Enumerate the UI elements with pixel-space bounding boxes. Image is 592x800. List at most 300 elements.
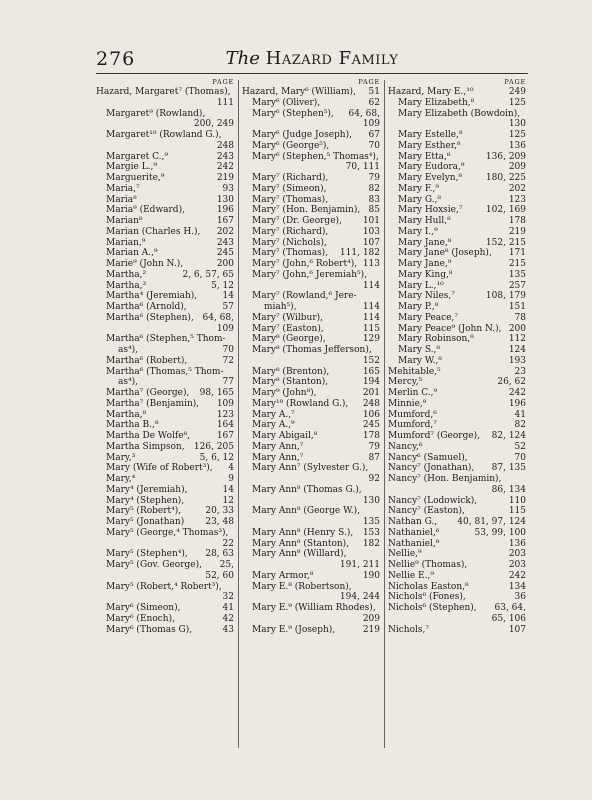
entry-pages: 98, 165 [199, 388, 234, 398]
entry-pages: 257 [508, 280, 526, 291]
entry-pages: 32 [222, 592, 234, 603]
index-entry [96, 227, 234, 238]
entry-pages: 136 [508, 538, 526, 549]
entry-pages: 136, 209 [485, 151, 526, 162]
entry-name: Mary⁶ (Oliver), [252, 97, 321, 108]
entry-name: Margaret⁹ (Rowland), [106, 108, 206, 119]
entry-pages: 26, 62 [497, 377, 526, 388]
entry-pages: 134 [508, 581, 526, 592]
entry-name: Nichols⁶ (Fones), [388, 592, 466, 603]
index-entry [96, 356, 234, 367]
entry-pages: 14 [222, 291, 234, 302]
entry-pages: 114 [362, 302, 380, 312]
entry-pages: 152, 215 [485, 237, 526, 248]
entry-name: Mary A.,⁹ [252, 420, 295, 431]
entry-name: Mumford,⁶ [388, 409, 437, 420]
entry-pages: 82 [514, 420, 526, 431]
index-entry [96, 119, 234, 130]
entry-pages: 125 [508, 130, 526, 140]
index-entry [242, 560, 380, 571]
index-entry [242, 506, 380, 517]
entry-name: Nicholas Easton,⁸ [388, 581, 469, 592]
entry-name: Mary⁸ (Brenton), [252, 366, 330, 377]
entry-name: Martha⁴ (Jeremiah), [106, 291, 198, 302]
entry-pages: 209 [508, 162, 526, 173]
entry-name: Mary Jane,⁸ [398, 237, 452, 248]
entry-pages: 64, 68, [348, 108, 380, 119]
entry-pages: 78 [514, 312, 526, 323]
entry-pages: 109 [216, 323, 234, 334]
index-entry [96, 173, 234, 184]
entry-pages: 123 [216, 409, 234, 420]
entry-name: Nathaniel,⁶ [388, 527, 440, 538]
index-entry [388, 216, 526, 227]
index-entry [388, 302, 526, 313]
entry-pages: 201 [362, 388, 380, 398]
index-entry [96, 205, 234, 216]
entry-pages: 85 [368, 205, 380, 216]
entry-pages: 93 [222, 183, 234, 194]
index-entry [242, 453, 380, 464]
index-entry [96, 302, 234, 313]
entry-pages: 202 [216, 226, 234, 237]
entry-pages: 12 [222, 495, 234, 506]
index-entry [96, 162, 234, 173]
entry-pages: 87, 135 [491, 463, 526, 474]
entry-pages: 72 [222, 355, 234, 366]
page-column-header: PAGE [504, 78, 526, 86]
index-entry [96, 238, 234, 249]
index-entry [96, 313, 234, 324]
entry-pages: 87 [368, 452, 380, 463]
index-entry [96, 130, 234, 141]
entry-pages: 79 [368, 173, 380, 183]
index-entry [96, 549, 234, 560]
entry-pages: 67 [368, 130, 380, 140]
index-entry [242, 152, 380, 163]
entry-pages: 126, 205 [193, 441, 234, 452]
entry-pages: 106 [362, 409, 380, 420]
entry-name: Mary Ann⁸ (Stanton), [252, 538, 350, 549]
index-entry [96, 195, 234, 206]
entry-pages: 196 [508, 398, 526, 409]
entry-name: Mumford,⁷ [388, 420, 437, 431]
entry-name: Mary,³ [106, 452, 136, 463]
index-entry [242, 356, 380, 367]
entry-pages: 70 [222, 345, 234, 355]
entry-name: Mary Hoxsie,⁷ [398, 205, 463, 216]
entry-pages: 51 [368, 87, 380, 97]
entry-pages: 243 [216, 151, 234, 162]
entry-pages: 53, 99, 100 [474, 527, 526, 538]
index-entry [96, 474, 234, 485]
entry-name: Mary⁸ (Stanton), [252, 377, 329, 388]
index-entry [242, 485, 380, 496]
entry-pages: 103 [362, 226, 380, 237]
entry-pages: 245 [362, 420, 380, 431]
entry-pages: 111, 182 [339, 248, 380, 259]
entry-pages: 9 [228, 474, 234, 484]
index-entry [242, 281, 380, 292]
index-entry [242, 592, 380, 603]
entry-name: Mary⁷ (Thomas), [252, 194, 329, 205]
entry-name: Mary⁵ (Robert⁴), [106, 506, 182, 517]
index-entry [242, 625, 380, 636]
index-entry [388, 345, 526, 356]
index-entry [388, 238, 526, 249]
entry-pages: 82, 124 [491, 431, 526, 441]
index-entry [242, 442, 380, 453]
entry-pages: 200, 249 [193, 119, 234, 130]
entry-pages: 152 [362, 355, 380, 366]
index-entry [388, 356, 526, 367]
index-entry [242, 388, 380, 399]
index-entry [388, 453, 526, 464]
index-entry [388, 592, 526, 603]
index-entry [388, 195, 526, 206]
entry-pages: 130 [508, 119, 526, 130]
entry-pages: 242 [508, 570, 526, 581]
page-number: 276 [96, 48, 136, 70]
entry-pages: 182 [362, 538, 380, 549]
index-entry [96, 334, 234, 345]
index-entry [96, 571, 234, 582]
entry-name: Mary⁶ (Simeon), [106, 603, 181, 613]
index-entry [242, 603, 380, 614]
index-entry [242, 313, 380, 324]
entry-pages: 165 [362, 366, 380, 377]
index-entry [388, 442, 526, 453]
entry-pages: 135 [362, 517, 380, 527]
entry-name: Maria⁸ [106, 194, 137, 205]
entry-name: Mary⁵ (Gov. George), [106, 560, 202, 570]
entry-name: Nancy⁷ (Hon. Benjamin), [388, 474, 502, 484]
entry-name: Margaret C.,⁹ [106, 151, 169, 162]
entry-name: Mumford⁷ (George), [388, 431, 481, 441]
entry-pages: 57 [222, 302, 234, 312]
entry-name: Mary⁷ (Wilbur), [252, 312, 324, 323]
entry-name: as⁴), [118, 377, 138, 388]
entry-name: Mary Etta,⁸ [398, 151, 451, 162]
page-column-header: PAGE [358, 78, 380, 86]
index-entry [96, 496, 234, 507]
index-entry [388, 227, 526, 238]
index-entry [242, 614, 380, 625]
index-entry [388, 313, 526, 324]
index-entry [96, 506, 234, 517]
entry-name: Marian,⁹ [106, 237, 146, 248]
entry-pages: 25, [219, 560, 234, 570]
entry-pages: 219 [216, 173, 234, 183]
index-entry [242, 582, 380, 593]
index-entry [96, 141, 234, 152]
entry-name: Mary¹⁰ (Rowland G.), [252, 398, 349, 409]
index-entry [242, 216, 380, 227]
index-entry [242, 399, 380, 410]
entry-pages: 83 [368, 194, 380, 205]
index-entry [388, 367, 526, 378]
entry-name: Mary Ann⁸ (Thomas G.), [252, 484, 362, 495]
entry-name: Mary Evelyn,⁸ [398, 173, 463, 183]
entry-pages: 14 [222, 484, 234, 495]
index-entry [96, 291, 234, 302]
index-entry [96, 420, 234, 431]
entry-name: Mary⁸ (Thomas Jefferson), [252, 345, 372, 355]
entry-name: Nathan G., [388, 517, 438, 527]
index-entry [388, 205, 526, 216]
index-entry [388, 173, 526, 184]
index-entry [96, 377, 234, 388]
entry-pages: 41 [222, 603, 234, 613]
entry-name: Mary⁵ (George,⁴ Thomas³), [106, 527, 229, 538]
entry-pages: 70 [368, 140, 380, 151]
entry-pages: 248 [362, 398, 380, 409]
entry-name: Mary E.⁸ (Robertson), [252, 581, 352, 592]
entry-name: Mary⁷ (Simeon), [252, 183, 327, 194]
index-entry [96, 98, 234, 109]
entry-name: Margaret¹⁰ (Rowland G.), [106, 130, 222, 140]
entry-name: Martha,⁸ [106, 409, 147, 420]
entry-name: Nellie,⁹ [388, 549, 422, 560]
entry-pages: 86, 134 [491, 484, 526, 495]
column-divider [238, 80, 239, 748]
entry-pages: 242 [508, 388, 526, 398]
index-entry [388, 517, 526, 528]
index-entry [242, 431, 380, 442]
entry-name: Mary,⁴ [106, 474, 136, 484]
index-entry [388, 98, 526, 109]
entry-name: Mary Eudora,⁹ [398, 162, 465, 173]
entry-name: Mary⁷ (Rowland,⁶ Jere- [252, 291, 357, 302]
entry-name: Mary Armor,⁸ [252, 570, 314, 581]
entry-name: Martha B.,⁸ [106, 420, 159, 431]
index-entry [388, 528, 526, 539]
entry-pages: 193 [508, 355, 526, 366]
index-entry [388, 291, 526, 302]
index-entry [242, 238, 380, 249]
index-entry [388, 474, 526, 485]
entry-pages: 200 [508, 323, 526, 334]
index-entry [388, 431, 526, 442]
index-entry [242, 517, 380, 528]
entry-pages: 194, 244 [339, 592, 380, 603]
entry-name: Nancy⁷ (Jonathan), [388, 463, 475, 474]
index-entry [242, 539, 380, 550]
entry-name: Mary G.,⁸ [398, 194, 442, 205]
index-entry [242, 270, 380, 281]
index-entry [242, 205, 380, 216]
entry-pages: 153 [362, 527, 380, 538]
index-entry [388, 603, 526, 614]
index-entry [388, 388, 526, 399]
entry-name: Mercy,⁵ [388, 377, 423, 388]
index-entry [242, 549, 380, 560]
index-entry [242, 367, 380, 378]
index-entry [96, 184, 234, 195]
entry-name: Minnie,⁹ [388, 398, 427, 409]
entry-name: Martha⁷ (George), [106, 388, 190, 398]
entry-name: Mary L.,¹⁰ [398, 280, 444, 291]
entry-name: Mary⁶ (George⁵), [252, 140, 330, 151]
entry-pages: 101 [362, 216, 380, 226]
index-entry [242, 109, 380, 120]
entry-name: Mary⁷ (Richard), [252, 173, 329, 183]
index-entry [96, 517, 234, 528]
entry-name: Mary E.⁹ (Joseph), [252, 624, 336, 635]
entry-pages: 194 [362, 377, 380, 388]
index-entry [242, 334, 380, 345]
index-entry [388, 334, 526, 345]
entry-pages: 111 [216, 97, 234, 108]
index-entry [242, 227, 380, 238]
entry-name: Mary⁶ (Judge Joseph), [252, 130, 352, 140]
index-entry [242, 98, 380, 109]
entry-name: Martha De Wolfe⁸, [106, 431, 190, 441]
index-entry [96, 270, 234, 281]
entry-name: Martha,² [106, 269, 147, 280]
index-entry [388, 549, 526, 560]
entry-name: Mary⁶ (Thomas G), [106, 624, 193, 635]
entry-name: Mary Estelle,⁸ [398, 130, 463, 140]
entry-name: Mary King,⁸ [398, 269, 453, 280]
entry-name: Mary F.,⁹ [398, 183, 440, 194]
entry-name: Mary I.,⁹ [398, 226, 438, 237]
running-title-name: Hazard Family [265, 48, 399, 69]
entry-name: Mary⁵ (Stephen⁴), [106, 549, 188, 560]
entry-pages: 114 [362, 312, 380, 323]
index-entry [242, 420, 380, 431]
entry-name: Mary Jane⁸ (Joseph), [398, 248, 492, 259]
entry-pages: 215 [508, 259, 526, 269]
entry-name: Maria⁹ (Edward), [106, 205, 185, 216]
index-entry [96, 431, 234, 442]
entry-pages: 108, 179 [485, 291, 526, 302]
running-title-article: The [225, 48, 260, 69]
entry-name: Mary⁶ (Stephen⁵), [252, 108, 334, 119]
index-entry [388, 614, 526, 625]
entry-name: Mary Robinson,⁸ [398, 334, 474, 345]
entry-name: Mary Ann⁸ (George W.), [252, 506, 360, 517]
entry-pages: 43 [222, 624, 234, 635]
entry-name: Martha⁶ (Robert), [106, 355, 188, 366]
entry-pages: 219 [508, 226, 526, 237]
header-rule [96, 73, 528, 74]
entry-pages: 79 [368, 441, 380, 452]
entry-name: Mary E.⁹ (William Rhodes), [252, 603, 376, 613]
entry-name: Martha⁷ (Benjamin), [106, 398, 200, 409]
index-entry [96, 442, 234, 453]
entry-name: Mary⁴ (Jeremiah), [106, 484, 188, 495]
entry-name: Nichols⁶ (Stephen), [388, 603, 477, 613]
index-entry [388, 539, 526, 550]
entry-name: Mary Esther,⁸ [398, 140, 461, 151]
entry-name: Mary⁷ (Richard), [252, 226, 329, 237]
entry-pages: 178 [362, 431, 380, 441]
entry-name: Mary A.,⁷ [252, 409, 295, 420]
entry-name: Mary Ann⁷ (Sylvester G.), [252, 463, 369, 474]
index-entry [242, 87, 380, 98]
entry-pages: 123 [508, 194, 526, 205]
entry-name: Mary Abigail,⁸ [252, 431, 318, 441]
index-entry [242, 302, 380, 313]
index-entry [388, 571, 526, 582]
entry-name: Mary Peace,⁷ [398, 312, 459, 323]
entry-name: Mary S.,⁸ [398, 345, 441, 355]
index-entry [96, 324, 234, 335]
entry-pages: 23, 48 [205, 517, 234, 527]
entry-name: Mary Ann⁸ (Willard), [252, 549, 347, 560]
index-entry [96, 259, 234, 270]
entry-name: Martha Simpson, [106, 441, 185, 452]
entry-name: Nellie E.,⁹ [388, 570, 434, 581]
entry-pages: 70, 111 [345, 162, 380, 173]
index-entry [388, 420, 526, 431]
entry-pages: 203 [508, 560, 526, 570]
index-entry [388, 270, 526, 281]
entry-pages: 130 [216, 194, 234, 205]
entry-name: Nellie⁹ (Thomas), [388, 560, 468, 570]
entry-name: Mary P.,⁸ [398, 302, 439, 312]
entry-pages: 242 [216, 162, 234, 173]
entry-pages: 129 [362, 334, 380, 345]
entry-name: Nancy⁷ (Lodowick), [388, 495, 478, 506]
index-entry [388, 560, 526, 571]
entry-pages: 135 [508, 269, 526, 280]
entry-name: Mary⁸ (George), [252, 334, 326, 345]
index-entry [388, 87, 526, 98]
entry-name: Mary Jane,⁹ [398, 259, 452, 269]
entry-pages: 164 [216, 420, 234, 431]
index-entry [388, 152, 526, 163]
index-entry [96, 485, 234, 496]
entry-pages: 70 [514, 452, 526, 463]
index-entry [388, 410, 526, 421]
index-entry [242, 463, 380, 474]
index-entry [242, 571, 380, 582]
entry-name: Mary Ann,⁷ [252, 452, 304, 463]
index-entry [242, 377, 380, 388]
index-entry [388, 119, 526, 130]
index-entry [242, 248, 380, 259]
entry-name: Nichols,⁷ [388, 624, 429, 635]
index-entry [242, 496, 380, 507]
entry-name: Mary⁶ (Enoch), [106, 613, 175, 624]
index-entry [388, 324, 526, 335]
entry-name: Mary⁷ (Hon. Benjamin), [252, 205, 361, 216]
entry-pages: 40, 81, 97, 124 [457, 517, 526, 527]
entry-name: Mary⁵ (Robert,⁴ Robert³), [106, 581, 222, 592]
entry-name: Mehitable,⁵ [388, 366, 441, 377]
entry-name: Mary⁴ (Stephen), [106, 495, 185, 506]
entry-pages: 124 [508, 345, 526, 355]
index-entry [96, 614, 234, 625]
entry-pages: 180, 225 [485, 173, 526, 183]
entry-name: Martha⁶ (Arnold), [106, 302, 187, 312]
entry-pages: 112 [508, 334, 526, 345]
index-entry [388, 506, 526, 517]
entry-pages: 151 [508, 302, 526, 312]
index-entry [388, 485, 526, 496]
entry-pages: 22 [222, 538, 234, 549]
entry-pages: 23 [514, 366, 526, 377]
entry-name: Martha⁶ (Stephen), [106, 312, 194, 323]
index-entry [96, 463, 234, 474]
index-entry [96, 410, 234, 421]
entry-name: Martha⁶ (Thomas,⁵ Thom- [106, 366, 224, 377]
entry-pages: 190 [362, 570, 380, 581]
index-entry [388, 463, 526, 474]
index-entry [96, 367, 234, 378]
